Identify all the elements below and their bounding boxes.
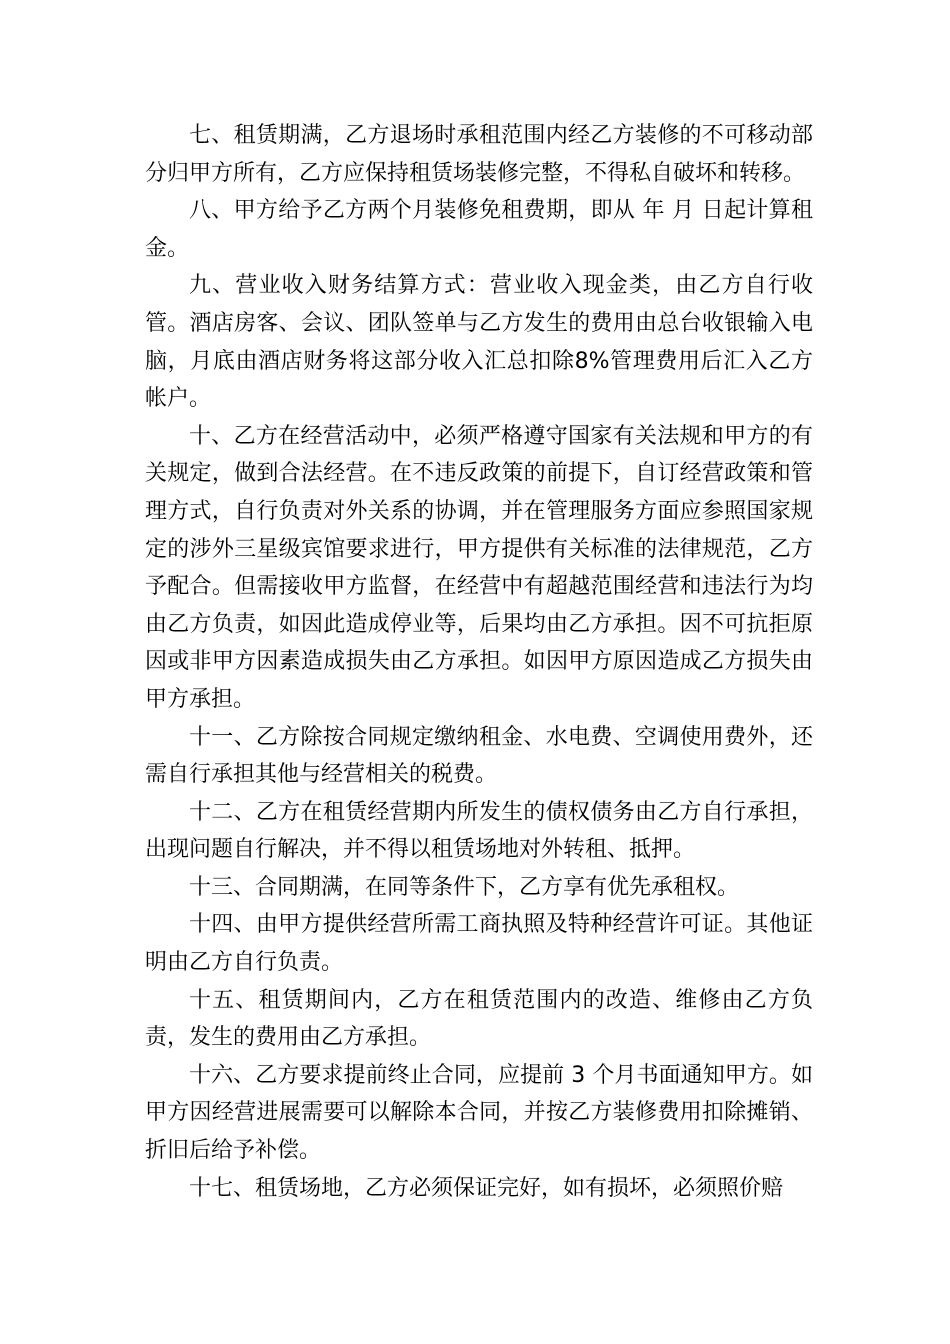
clause-13: 十三、合同期满，在同等条件下，乙方享有优先承租权。 [189,874,740,900]
clause-11: 十一、乙方除按合同规定缴纳租金、水电费、空调使用费外，还需自行承担其他与经营相关的税费。 [145,724,813,788]
clause-10: 十、乙方在经营活动中，必须严格遵守国家有关法规和甲方的有关规定，做到合法经营。在不违反政策的前提下，自订经营政策和管理方式，自行负责对外关系的协调，并在管理服务方面应参照国家规定的涉外三星级宾馆要求进行，甲方提供有关标准的法律规范，乙方予配合。但需接收甲方监督，在经营中有超越范围经营和违法行为均由乙方负责，如因此造成停业等，后果均由乙方承担。因不可抗拒原因或非甲方因素造成损失由乙方承担。如因甲方原因造成乙方损失由甲方承担。 [145,423,813,712]
clause-7: 七、租赁期满，乙方退场时承租范围内经乙方装修的不可移动部分归甲方所有，乙方应保持租赁场装修完整，不得私自破坏和转移。 [145,123,813,186]
clause-15: 十五、租赁期间内，乙方在租赁范围内的改造、维修由乙方负责，发生的费用由乙方承担。 [145,987,813,1051]
clause-9: 九、营业收入财务结算方式：营业收入现金类，由乙方自行收管。酒店房客、会议、团队签单与乙方发生的费用由总台收银输入电脑，月底由酒店财务将这部分收入汇总扣除8%管理费用后汇入乙方帐户。 [145,273,813,412]
clause-12: 十二、乙方在租赁经营期内所发生的债权债务由乙方自行承担，出现问题自行解决，并不得以租赁场地对外转租、抵押。 [145,799,813,863]
clause-17: 十七、租赁场地，乙方必须保证完好，如有损坏，必须照价赔 [189,1175,784,1201]
contract-body [145,117,813,1207]
clause-8: 八、甲方给予乙方两个月装修免租费期，即从 年 月 日起计算租金。 [145,198,813,261]
clause-14: 十四、由甲方提供经营所需工商执照及特种经营许可证。其他证明由乙方自行负责。 [145,912,813,976]
clause-16: 十六、乙方要求提前终止合同，应提前 3 个月书面通知甲方。如甲方因经营进展需要可以解除本合同，并按乙方装修费用扣除摊销、折旧后给予补偿。 [145,1062,813,1164]
